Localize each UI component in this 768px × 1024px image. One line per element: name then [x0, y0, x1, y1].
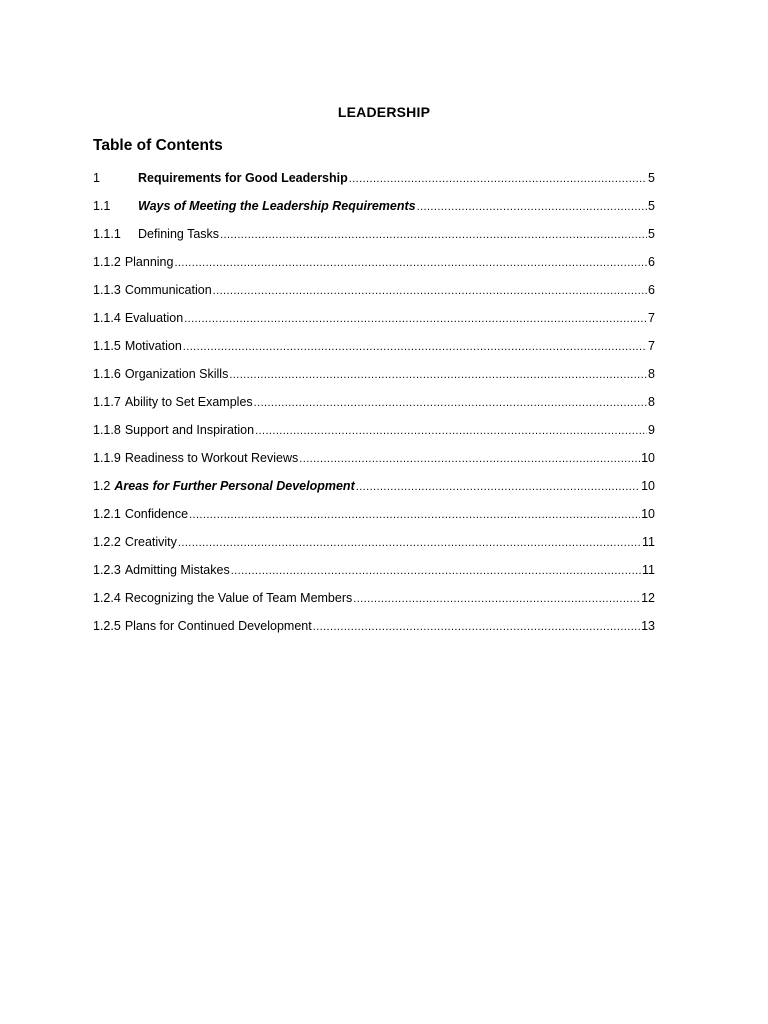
- toc-entry[interactable]: [93, 534, 655, 562]
- toc-entry[interactable]: [93, 170, 655, 198]
- toc-entry-title[interactable]: Ways of Meeting the Leadership Requirements: [138, 199, 416, 213]
- toc-entry-page: 5: [648, 199, 655, 213]
- toc-entry-title[interactable]: Plans for Continued Development: [124, 619, 312, 633]
- toc-dot-leader: [178, 535, 641, 551]
- toc-entry-page: 6: [648, 255, 655, 269]
- toc-entry-title[interactable]: Recognizing the Value of Team Members: [124, 591, 353, 605]
- toc-entry-number: 1.1.7: [93, 395, 121, 409]
- toc-entry-title[interactable]: Requirements for Good Leadership: [138, 171, 348, 185]
- toc-entry-title[interactable]: Support and Inspiration: [124, 423, 255, 437]
- toc-entry-title[interactable]: Evaluation: [124, 311, 184, 325]
- toc-entry-number: 1.2.3: [93, 563, 121, 577]
- toc-entry-title[interactable]: Ability to Set Examples: [124, 395, 253, 409]
- toc-entry-page: 10: [641, 507, 655, 521]
- toc-entry-page: 5: [648, 227, 655, 241]
- toc-entry-title[interactable]: Communication: [124, 283, 212, 297]
- toc-dot-leader: [229, 367, 647, 383]
- toc-entry-page: 11: [642, 563, 655, 577]
- toc-dot-leader: [254, 395, 647, 411]
- toc-entry-number: 1.1.8: [93, 423, 121, 437]
- toc-entry-page: 12: [641, 591, 655, 605]
- toc-entry-page: 10: [641, 451, 655, 465]
- toc-entry[interactable]: [93, 618, 655, 646]
- toc-entry[interactable]: [93, 590, 655, 618]
- toc-dot-leader: [356, 479, 640, 495]
- document-title: LEADERSHIP: [337, 104, 431, 120]
- toc-entry-number: 1.1.5: [93, 339, 121, 353]
- toc-entry[interactable]: [93, 450, 655, 478]
- toc-dot-leader: [213, 283, 647, 299]
- toc-dot-leader: [313, 619, 640, 635]
- toc-dot-leader: [183, 339, 647, 355]
- toc-dot-leader: [174, 255, 647, 271]
- toc-entry[interactable]: [93, 338, 655, 366]
- toc-entry[interactable]: [93, 394, 655, 422]
- toc-dot-leader: [255, 423, 647, 439]
- toc-dot-leader: [417, 199, 647, 215]
- toc-entry-title[interactable]: Admitting Mistakes: [124, 563, 230, 577]
- toc-dot-leader: [353, 591, 640, 607]
- toc-entry-number: 1: [93, 171, 100, 185]
- toc-entry-title[interactable]: Areas for Further Personal Development: [114, 479, 355, 493]
- toc-entry-title[interactable]: Organization Skills: [124, 367, 229, 381]
- toc-entry-page: 13: [641, 619, 655, 633]
- toc-heading: Table of Contents: [93, 137, 223, 154]
- toc-entry-title[interactable]: Readiness to Workout Reviews: [124, 451, 299, 465]
- toc-entry[interactable]: [93, 562, 655, 590]
- toc-entry-title[interactable]: Creativity: [124, 535, 177, 549]
- toc-entry-page: 7: [648, 339, 655, 353]
- toc-entry[interactable]: [93, 254, 655, 282]
- toc-entry[interactable]: [93, 310, 655, 338]
- toc-entry-number: 1.2.2: [93, 535, 121, 549]
- toc-entry-number: 1.1.4: [93, 311, 121, 325]
- toc-entry-number: 1.1.9: [93, 451, 121, 465]
- toc-entry-number: 1.2.1: [93, 507, 121, 521]
- toc-dot-leader: [189, 507, 640, 523]
- toc-entry-number: 1.1.2: [93, 255, 121, 269]
- toc-entry-title[interactable]: Planning: [124, 255, 174, 269]
- toc-entry-title[interactable]: Confidence: [124, 507, 189, 521]
- toc-entry-page: 5: [648, 171, 655, 185]
- toc-entry-number: 1.1.1: [93, 227, 121, 241]
- toc-entry-number: 1.1.3: [93, 283, 121, 297]
- toc-entry-number: 1.2.4: [93, 591, 121, 605]
- table-of-contents: [93, 170, 655, 646]
- toc-dot-leader: [231, 563, 641, 579]
- toc-entry-page: 7: [648, 311, 655, 325]
- toc-dot-leader: [349, 171, 647, 187]
- toc-entry-title[interactable]: Defining Tasks: [138, 227, 220, 241]
- toc-entry[interactable]: [93, 422, 655, 450]
- toc-entry[interactable]: [93, 282, 655, 310]
- toc-entry-title[interactable]: Motivation: [124, 339, 182, 353]
- toc-entry-number: 1.2.5: [93, 619, 121, 633]
- toc-entry-number: 1.1.6: [93, 367, 121, 381]
- toc-entry[interactable]: [93, 478, 655, 506]
- toc-dot-leader: [184, 311, 647, 327]
- toc-entry-number: 1.1: [93, 199, 111, 213]
- toc-entry-page: 10: [641, 479, 655, 493]
- toc-dot-leader: [220, 227, 647, 243]
- toc-entry-number: 1.2: [93, 479, 111, 493]
- toc-entry-page: 6: [648, 283, 655, 297]
- toc-entry[interactable]: [93, 198, 655, 226]
- toc-entry-page: 8: [648, 395, 655, 409]
- toc-entry[interactable]: [93, 506, 655, 534]
- toc-entry[interactable]: [93, 366, 655, 394]
- toc-entry[interactable]: [93, 226, 655, 254]
- toc-entry-page: 11: [642, 535, 655, 549]
- toc-dot-leader: [299, 451, 640, 467]
- toc-entry-page: 9: [648, 423, 655, 437]
- toc-entry-page: 8: [648, 367, 655, 381]
